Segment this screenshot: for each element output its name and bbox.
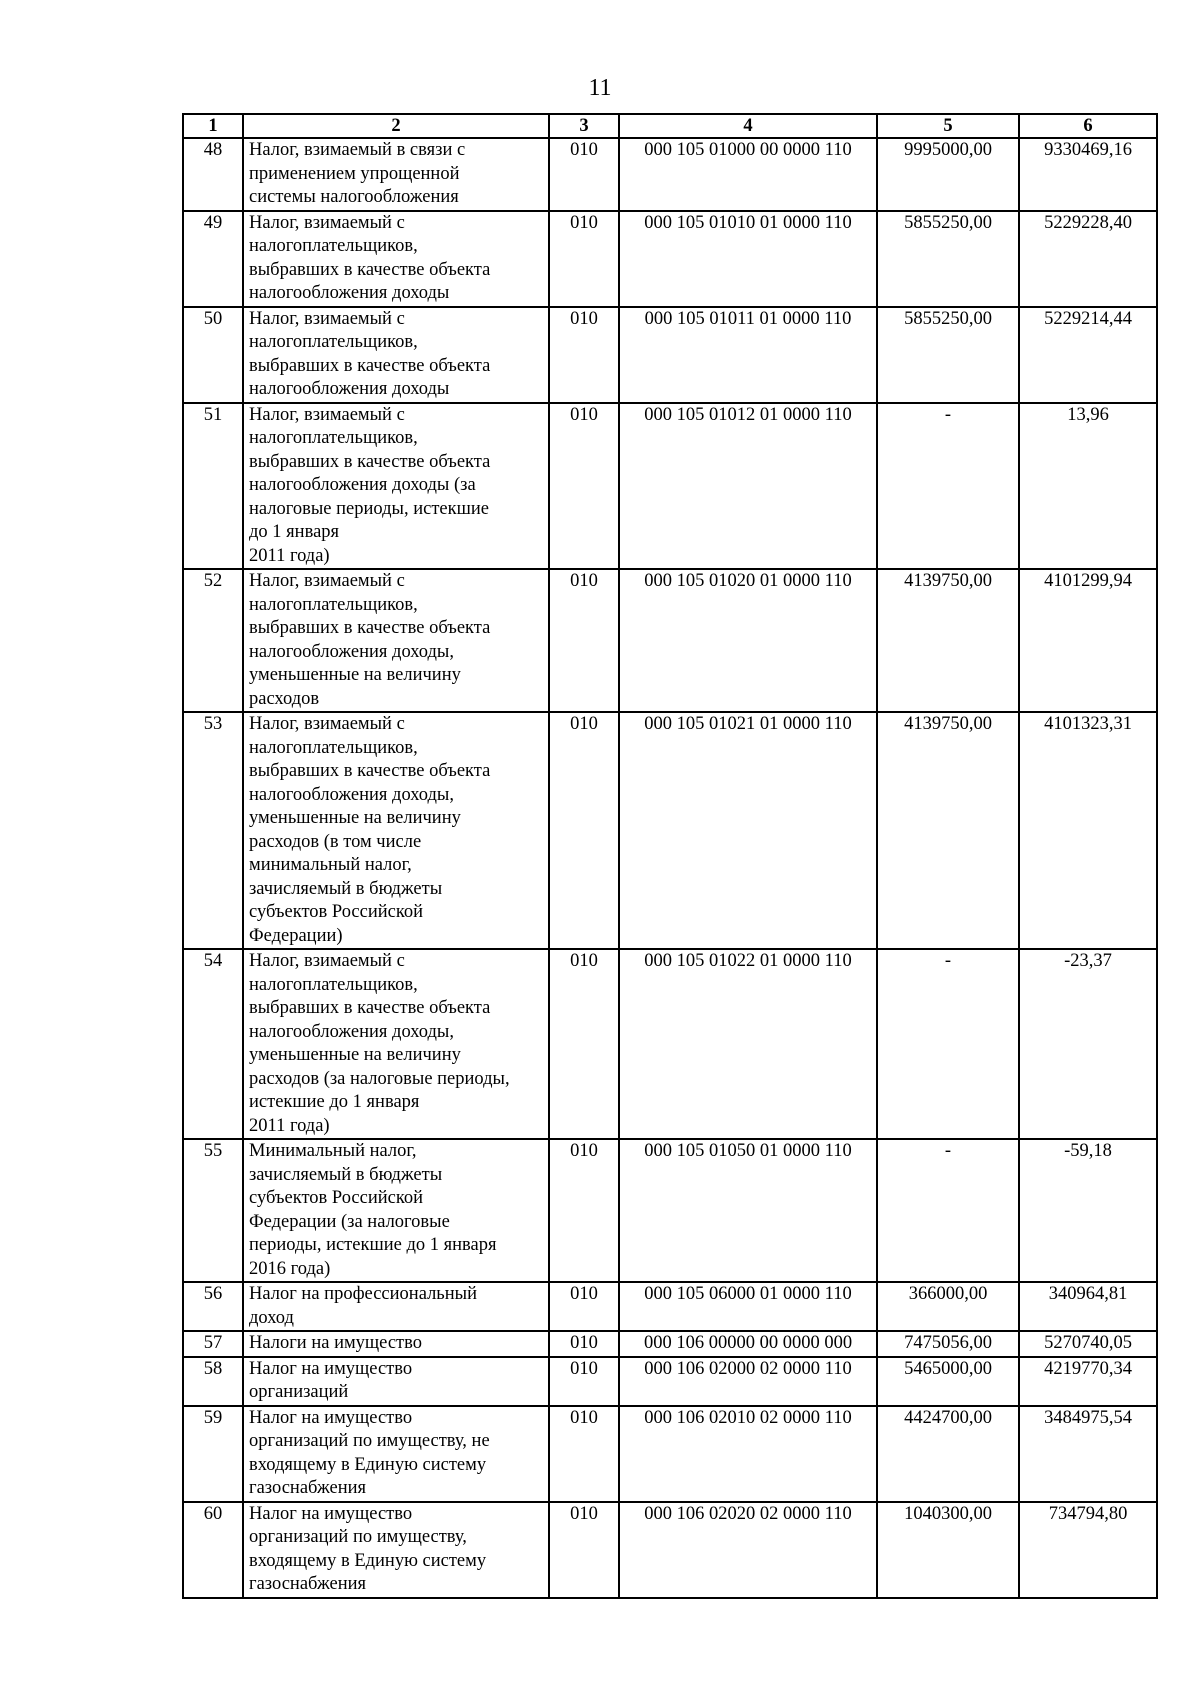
row-number: 52 bbox=[183, 569, 243, 712]
row-code: 010 bbox=[549, 569, 619, 712]
table-row bbox=[183, 307, 1157, 403]
page-number: 11 bbox=[588, 75, 612, 101]
row-number: 55 bbox=[183, 1139, 243, 1282]
row-kbk-code: 000 106 02010 02 0000 110 bbox=[619, 1406, 877, 1502]
row-code: 010 bbox=[549, 1331, 619, 1357]
row-kbk-code: 000 105 01022 01 0000 110 bbox=[619, 949, 877, 1139]
row-number: 58 bbox=[183, 1357, 243, 1406]
row-kbk-code: 000 106 00000 00 0000 000 bbox=[619, 1331, 877, 1357]
row-number: 60 bbox=[183, 1502, 243, 1598]
row-name: Налог на профессиональный доход bbox=[243, 1282, 549, 1331]
table-row bbox=[183, 1406, 1157, 1502]
row-code: 010 bbox=[549, 307, 619, 403]
row-code: 010 bbox=[549, 1502, 619, 1598]
row-name: Налог, взимаемый с налогоплательщиков, выбравших в качестве объекта налогообложения доходы, уменьшенные на величину расходов bbox=[243, 569, 549, 712]
row-planned-amount: 9995000,00 bbox=[877, 138, 1019, 211]
row-name: Налог, взимаемый с налогоплательщиков, выбравших в качестве объекта налогообложения доходы, уменьшенные на величину расходов (в том числе минимальный налог, зачисляемый в бюджеты субъектов Российской Федерации) bbox=[243, 712, 549, 949]
table-row bbox=[183, 712, 1157, 949]
row-planned-amount: 5855250,00 bbox=[877, 211, 1019, 307]
row-number: 49 bbox=[183, 211, 243, 307]
row-number: 51 bbox=[183, 403, 243, 570]
row-planned-amount: 5465000,00 bbox=[877, 1357, 1019, 1406]
table-row bbox=[183, 949, 1157, 1139]
table-row bbox=[183, 138, 1157, 211]
table-row bbox=[183, 569, 1157, 712]
row-number: 50 bbox=[183, 307, 243, 403]
row-kbk-code: 000 106 02020 02 0000 110 bbox=[619, 1502, 877, 1598]
row-planned-amount: 366000,00 bbox=[877, 1282, 1019, 1331]
table-row bbox=[183, 1139, 1157, 1282]
table-header bbox=[183, 114, 1157, 138]
row-code: 010 bbox=[549, 138, 619, 211]
row-name: Налог на имущество организаций по имуществу, не входящему в Единую систему газоснабжения bbox=[243, 1406, 549, 1502]
row-name: Налог на имущество организаций bbox=[243, 1357, 549, 1406]
row-kbk-code: 000 105 01020 01 0000 110 bbox=[619, 569, 877, 712]
header-row bbox=[183, 114, 1157, 138]
row-number: 53 bbox=[183, 712, 243, 949]
header-col-3: 3 bbox=[549, 114, 619, 138]
row-actual-amount: 9330469,16 bbox=[1019, 138, 1157, 211]
row-kbk-code: 000 105 01010 01 0000 110 bbox=[619, 211, 877, 307]
row-actual-amount: 5229214,44 bbox=[1019, 307, 1157, 403]
row-actual-amount: 13,96 bbox=[1019, 403, 1157, 570]
table-row bbox=[183, 1282, 1157, 1331]
row-code: 010 bbox=[549, 1282, 619, 1331]
row-number: 59 bbox=[183, 1406, 243, 1502]
row-actual-amount: 5270740,05 bbox=[1019, 1331, 1157, 1357]
row-code: 010 bbox=[549, 712, 619, 949]
row-planned-amount: 1040300,00 bbox=[877, 1502, 1019, 1598]
row-actual-amount: 5229228,40 bbox=[1019, 211, 1157, 307]
row-code: 010 bbox=[549, 1139, 619, 1282]
row-name: Налог, взимаемый с налогоплательщиков, выбравших в качестве объекта налогообложения доходы (за налоговые периоды, истекшие до 1 января 2011 года) bbox=[243, 403, 549, 570]
row-name: Налог, взимаемый с налогоплательщиков, выбравших в качестве объекта налогообложения доходы, уменьшенные на величину расходов (за налоговые периоды, истекшие до 1 января 2011 года) bbox=[243, 949, 549, 1139]
row-number: 54 bbox=[183, 949, 243, 1139]
row-planned-amount: 4139750,00 bbox=[877, 712, 1019, 949]
row-kbk-code: 000 105 01050 01 0000 110 bbox=[619, 1139, 877, 1282]
row-kbk-code: 000 105 01021 01 0000 110 bbox=[619, 712, 877, 949]
header-col-6: 6 bbox=[1019, 114, 1157, 138]
row-kbk-code: 000 106 02000 02 0000 110 bbox=[619, 1357, 877, 1406]
header-col-1: 1 bbox=[183, 114, 243, 138]
row-name: Налог, взимаемый в связи с применением упрощенной системы налогообложения bbox=[243, 138, 549, 211]
row-kbk-code: 000 105 06000 01 0000 110 bbox=[619, 1282, 877, 1331]
row-number: 57 bbox=[183, 1331, 243, 1357]
row-code: 010 bbox=[549, 1357, 619, 1406]
row-planned-amount: 4424700,00 bbox=[877, 1406, 1019, 1502]
row-actual-amount: 4101299,94 bbox=[1019, 569, 1157, 712]
table-body bbox=[183, 138, 1157, 1598]
row-planned-amount: - bbox=[877, 1139, 1019, 1282]
row-name: Минимальный налог, зачисляемый в бюджеты субъектов Российской Федерации (за налоговые периоды, истекшие до 1 января 2016 года) bbox=[243, 1139, 549, 1282]
row-actual-amount: 4101323,31 bbox=[1019, 712, 1157, 949]
row-kbk-code: 000 105 01011 01 0000 110 bbox=[619, 307, 877, 403]
row-planned-amount: - bbox=[877, 403, 1019, 570]
row-name: Налог, взимаемый с налогоплательщиков, выбравших в качестве объекта налогообложения доходы bbox=[243, 307, 549, 403]
row-planned-amount: 7475056,00 bbox=[877, 1331, 1019, 1357]
row-actual-amount: 4219770,34 bbox=[1019, 1357, 1157, 1406]
row-actual-amount: 734794,80 bbox=[1019, 1502, 1157, 1598]
row-name: Налог, взимаемый с налогоплательщиков, выбравших в качестве объекта налогообложения доходы bbox=[243, 211, 549, 307]
row-actual-amount: -23,37 bbox=[1019, 949, 1157, 1139]
row-code: 010 bbox=[549, 949, 619, 1139]
row-kbk-code: 000 105 01000 00 0000 110 bbox=[619, 138, 877, 211]
row-name: Налоги на имущество bbox=[243, 1331, 549, 1357]
row-number: 48 bbox=[183, 138, 243, 211]
row-actual-amount: 3484975,54 bbox=[1019, 1406, 1157, 1502]
row-planned-amount: 5855250,00 bbox=[877, 307, 1019, 403]
header-col-4: 4 bbox=[619, 114, 877, 138]
header-col-5: 5 bbox=[877, 114, 1019, 138]
table-row bbox=[183, 211, 1157, 307]
budget-table bbox=[182, 113, 1158, 1599]
row-name: Налог на имущество организаций по имуществу, входящему в Единую систему газоснабжения bbox=[243, 1502, 549, 1598]
row-code: 010 bbox=[549, 211, 619, 307]
row-code: 010 bbox=[549, 403, 619, 570]
table-row bbox=[183, 403, 1157, 570]
table-row bbox=[183, 1331, 1157, 1357]
table-row bbox=[183, 1502, 1157, 1598]
row-kbk-code: 000 105 01012 01 0000 110 bbox=[619, 403, 877, 570]
row-actual-amount: -59,18 bbox=[1019, 1139, 1157, 1282]
row-planned-amount: 4139750,00 bbox=[877, 569, 1019, 712]
row-planned-amount: - bbox=[877, 949, 1019, 1139]
row-actual-amount: 340964,81 bbox=[1019, 1282, 1157, 1331]
row-number: 56 bbox=[183, 1282, 243, 1331]
header-col-2: 2 bbox=[243, 114, 549, 138]
row-code: 010 bbox=[549, 1406, 619, 1502]
table-row bbox=[183, 1357, 1157, 1406]
